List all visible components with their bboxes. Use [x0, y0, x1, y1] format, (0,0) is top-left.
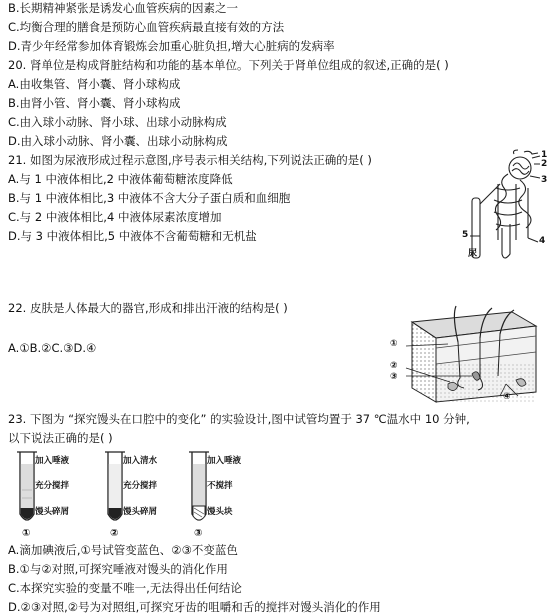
q20-option-c: C.由入球小动脉、肾小球、出球小动脉构成 — [8, 115, 227, 129]
q23-option-b: B.①与②对照,可探究唾液对馒头的消化作用 — [8, 562, 228, 576]
nephron-label-urine: 尿 — [468, 249, 478, 259]
q20-option-b: B.由肾小管、肾小囊、肾小球构成 — [8, 96, 181, 110]
test-tube-1 — [8, 450, 103, 540]
q23-stem-line1: 23. 下图为 “探究馒头在口腔中的变化” 的实验设计,图中试管均置于 37 ℃温水中 10 分钟, — [8, 412, 470, 426]
q23-option-c: C.本探究实验的变量不唯一,无法得出任何结论 — [8, 581, 242, 595]
skin-label-2: ② — [390, 361, 398, 371]
q21-option-c: C.与 2 中液体相比,4 中液体尿素浓度增加 — [8, 210, 222, 224]
q20-option-d: D.由入球小动脉、肾小囊、出球小动脉构成 — [8, 134, 228, 148]
tube-3-step-3: 馒头块 — [207, 507, 233, 517]
tube-1-step-3: 馒头碎屑 — [35, 507, 70, 517]
q21-option-a: A.与 1 中液体相比,2 中液体葡萄糖浓度降低 — [8, 172, 233, 186]
q20-stem: 20. 肾单位是构成肾脏结构和功能的基本单位。下列关于肾单位组成的叙述,正确的是( ) — [8, 58, 449, 72]
tube-1-step-1: 加入唾液 — [35, 456, 70, 466]
skin-label-1: ① — [390, 339, 398, 349]
q22-options: A.①B.②C.③D.④ — [8, 341, 97, 355]
q21-option-d: D.与 3 中液体相比,5 中液体不含葡萄糖和无机盐 — [8, 229, 257, 243]
nephron-label-5: 5 — [462, 230, 469, 240]
tube-2-step-2: 充分搅拌 — [123, 481, 158, 491]
skin-label-3: ③ — [390, 372, 398, 382]
tube-2-number: ② — [110, 528, 119, 539]
q19-option-c: C.均衡合理的膳食是预防心血管疾病最直接有效的方法 — [8, 20, 285, 34]
q21-stem: 21. 如图为尿液形成过程示意图,序号表示相关结构,下列说法正确的是( ) — [8, 153, 372, 167]
tube-3-step-2: 不搅拌 — [207, 481, 233, 491]
skin-drawing — [388, 304, 538, 404]
q21-option-b: B.与 1 中液体相比,3 中液体不含大分子蛋白质和血细胞 — [8, 191, 291, 205]
nephron-diagram — [458, 148, 548, 274]
q19-option-b: B.长期精神紧张是诱发心血管疾病的因素之一 — [8, 1, 239, 15]
nephron-label-3: 3 — [541, 175, 548, 185]
q23-option-d: D.②③对照,②号为对照组,可探究牙齿的咀嚼和舌的搅拌对馒头消化的作用 — [8, 600, 381, 614]
q23-stem-line2: 以下说法正确的是( ) — [8, 431, 113, 445]
q19-option-d: D.青少年经常参加体育锻炼会加重心脏负担,增大心脏病的发病率 — [8, 39, 335, 53]
q22-stem: 22. 皮肤是人体最大的器官,形成和排出汗液的结构是( ) — [8, 301, 288, 315]
q20-option-a: A.由收集管、肾小囊、肾小球构成 — [8, 77, 181, 91]
tube-3-step-1: 加入唾液 — [207, 456, 242, 466]
test-tube-3 — [180, 450, 275, 540]
skin-cross-section-diagram — [388, 304, 538, 404]
tube-2-step-1: 加入清水 — [123, 456, 158, 466]
nephron-label-2: 2 — [541, 159, 548, 169]
tube-1-step-2: 充分搅拌 — [35, 481, 70, 491]
test-tube-2 — [96, 450, 191, 540]
tube-1-number: ① — [22, 528, 31, 539]
nephron-label-1: 1 — [541, 150, 548, 160]
tube-2-step-3: 馒头碎屑 — [123, 507, 158, 517]
tube-3-number: ③ — [194, 528, 203, 539]
q23-option-a: A.滴加碘液后,①号试管变蓝色、②③不变蓝色 — [8, 543, 238, 557]
nephron-label-4: 4 — [539, 236, 546, 246]
skin-label-4: ④ — [503, 392, 511, 402]
